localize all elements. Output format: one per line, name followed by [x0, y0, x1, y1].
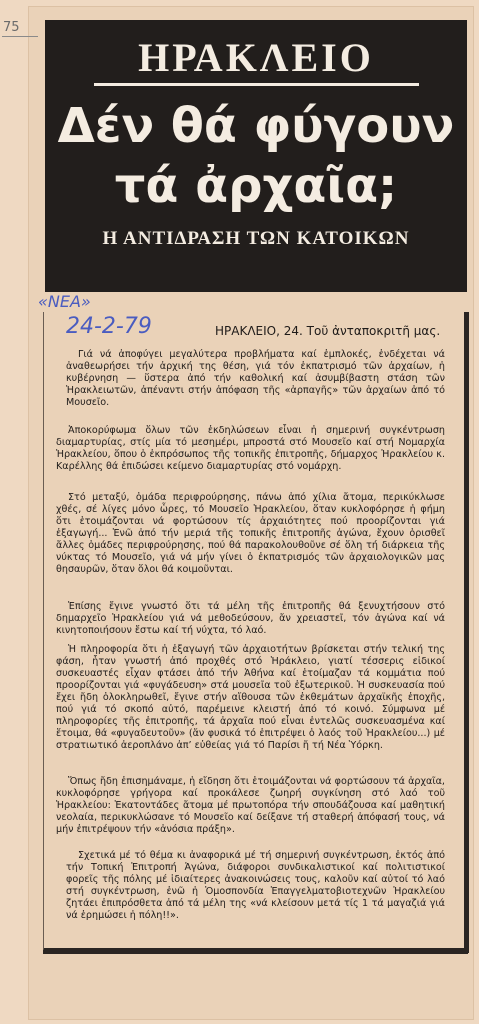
- dateline: ΗΡΑΚΛΕΙΟ, 24. Τοῦ ἀνταποκριτῆ μας.: [215, 324, 441, 338]
- main-title-line-2: τά ἀρχαῖα;: [114, 158, 398, 214]
- handwritten-source: «ΝΕΑ»: [38, 292, 91, 311]
- paragraph-6: Ὅπως ἤδη ἐπισημάναμε, ἡ εἴδηση ὅτι ἑτοιμάζονται νά φορτώσουν τά ἀρχαῖα, κυκλοφόρησε γρήγορα καί προκάλεσε ζωηρή συγκίνηση στό λαό τοῦ Ἡρακλείου: Ἑκατοντάδες ἄτομα μέ πρωτοπόρα τήν σπουδάζουσα καί μαθητική νεολαία, περικυκλώσανε τό Μουσεῖο καί δείξανε τή σταθερή ἀπόφασή τους, νά μήν ἐπιτρέψουν τήν «ἀνόσια πράξη».: [56, 776, 445, 835]
- headline-rule: [94, 83, 419, 86]
- paragraph-3: Στό μεταξύ, ὁμάδα περιφρούρησης, πάνω ἀπό χίλια ἄτομα, περικύκλωσε χθές, σέ λίγες μόνο ὧρες, τό Μουσεῖο Ἡρακλείου, ὅταν κυκλοφόρησε ἡ φήμη ὅτι ἑτοιμάζονται νά φορτώσουν τίς ἀρχαιότητες πού προορίζονται γιά ἐξαγωγή... Ἐνῶ ἀπό τήν μεριά τῆς τοπικῆς ἐπιτροπῆς ἀγώνα, ἔχουν ὁρισθεῖ ἄλλες ὁμάδες περιφρούρησης, πού θά παρακολουθοῦνε σέ ὅλη τή διάρκεια τῆς νύκτας τό Μουσεῖο, γιά νά μήν γίνει ὁ ἐκπατρισμός τῶν ἀρχαιολογικῶν μας θησαυρῶν, ὅταν ὅλοι θά κοιμοῦνται.: [56, 492, 445, 575]
- bottom-rule: [43, 950, 468, 954]
- headline-banner: [45, 20, 467, 292]
- paragraph-4: Ἐπίσης ἔγινε γνωστό ὅτι τά μέλη τῆς ἐπιτροπῆς θά ξενυχτήσουν στό δημαρχεῖο Ἡρακλείου γιά νά μεθοδεύσουν, ἄν χρειαστεῖ, τόν ἀγώνα καί νά κινητοποιήσουν ἔστω καί τή νύχτα, τό λαό.: [56, 601, 445, 636]
- margin-note-line: [2, 36, 38, 37]
- handwritten-date: 24-2-79: [66, 314, 152, 339]
- main-title-line-1: Δέν θά φύγουν: [57, 98, 455, 154]
- subtitle: Η ΑΝΤΙΔΡΑΣΗ ΤΩΝ ΚΑΤΟΙΚΩΝ: [102, 228, 410, 249]
- paragraph-2: Ἀποκορύφωμα ὅλων τῶν ἐκδηλώσεων εἶναι ἡ σημερινή συγκέντρωση διαμαρτυρίας, στίς μία τό μεσημέρι, μπροστά στό Μουσεῖο καί στή Νομαρχία Ἡρακλείου, ὅπου ὁ ἐκπρόσωπος τῆς τοπικῆς ἐπιτροπῆς, δήμαρχος Ἡρακλείου κ. Καρέλλης θά ἐπιδώσει κείμενο διαμαρτυρίας στό νομάρχη.: [56, 425, 445, 472]
- margin-note: 75: [3, 20, 20, 35]
- location-headline: ΗΡΑΚΛΕΙΟ: [138, 35, 374, 80]
- paragraph-7: Σχετικά μέ τό θέμα κι ἀναφορικά μέ τή σημερινή συγκέντρωση, ἐκτός ἀπό τήν Τοπική Ἐπιτροπή Ἀγώνα, διάφοροι συνδικαλιστικοί καί πολιτιστικοί φορεῖς τῆς πόλης μέ ἰδιαίτερες ἀνακοινώσεις τους, καλοῦν καί αὐτοί τό λαό στή συγκέντρωση, ἐνῶ ἡ Ὁμοσπονδία Ἐπαγγελματοβιοτεχνῶν Ἡρακλείου ζητάει ἐπιπρόσθετα ἀπό τά μέλη της «νά κλείσουν μετά τίς 1 τά μαγαζιά γιά νά ἐρημώσει ἡ πόλη!!».: [66, 850, 445, 921]
- paragraph-5: Ἡ πληροφορία ὅτι ἡ ἐξαγωγή τῶν ἀρχαιοτήτων βρίσκεται στήν τελική της φάση, ἦταν γνωστή ἀπό προχθές στό Ἡράκλειο, γιατί τέσσερις εἰδικοί συσκευαστές εἶχαν φτάσει ἀπό τήν Ἀθήνα καί ἑτοίμαζαν τά κομμάτια πού προορίζονται γιά «φυγάδευση» στά μουσεῖα τοῦ ἐξωτερικοῦ. Ἡ συσκευασία πού ἔχει ἤδη ὁλοκληρωθεῖ, ἔγινε στήν αἴθουσα τῶν ἐκθεμάτων ἀρχαϊκῆς ἐποχῆς, πού γιά τό σκοπό αὐτό, παρέμεινε κλειστή ἀπό τό κοινό. Σύμφωνα μέ πληροφορίες τῆς ἐπιτροπῆς, τά ἀρχαῖα πού εἶναι ἐντελῶς συσκευασμένα καί ἕτοιμα, θά «φυγαδευτοῦν» (ἄν φυσικά τό ἐπιτρέψει ὁ λαός τοῦ Ἡρακλείου...) μέ στρατιωτικό ἀεροπλάνο ἀπ’ εὐθείας γιά τό Παρίσι ἤ τή Νέα Ὑόρκη.: [56, 644, 445, 751]
- paragraph-1: Γιά νά ἀποφύγει μεγαλύτερα προβλήματα καί ἐμπλοκές, ἐνδέχεται νά ἀναθεωρήσει τήν ἀρχική της θέση, γιά τόν ἐκπατρισμό τῶν ἀρχαίων, ἡ κυβέρνηση — ὕστερα ἀπό τήν καθολική καί ἀσυμβίβαστη στάση τῶν Ἡρακλειωτῶν, ἀπέναντι στήν ἀπόφαση τῆς «ἁρπαγῆς» τῶν ἀρχαίων ἀπό τό Μουσεῖο.: [66, 349, 445, 408]
